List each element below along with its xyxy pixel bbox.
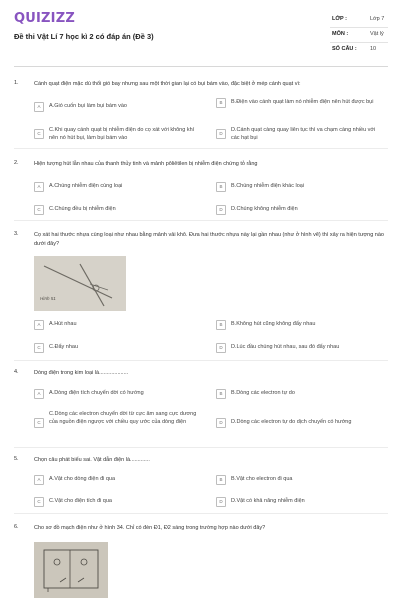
option-text: D.Lúc đầu chúng hút nhau, sau đó đẩy nhau	[231, 344, 340, 350]
option-text: B.Điện vào cánh quạt làm nó nhiễm điện nên hút được bụi	[231, 99, 374, 105]
option-letter: D	[216, 205, 226, 215]
option-text: A.Chúng nhiễm điện cùng loại	[49, 183, 123, 189]
option-letter: B	[216, 475, 226, 485]
question-number: 4.	[14, 369, 19, 375]
option-letter: D	[216, 497, 226, 507]
option-letter: A	[34, 182, 44, 192]
question-divider	[14, 513, 388, 514]
option-text: D.Cánh quạt càng quay liên tục thì va chạm càng nhiều với các hạt bụi	[231, 127, 376, 141]
option-letter: A	[34, 389, 44, 399]
question-divider	[14, 148, 388, 149]
question-text: Cho sơ đồ mạch điện như ở hình 34. Chỉ có đèn Đ1, Đ2 sáng trong trường hợp nào dưới đây?	[34, 525, 266, 531]
rulers-figure-image	[34, 256, 126, 311]
rulers-figure-icon	[34, 256, 126, 311]
meta-value: Lớp 7	[370, 16, 385, 22]
circuit-diagram-icon	[34, 542, 108, 598]
question-number: 1.	[14, 80, 19, 86]
meta-key: LỚP :	[332, 16, 347, 22]
worksheet-header	[0, 0, 400, 64]
question-number: 2.	[14, 160, 19, 166]
question-number: 3.	[14, 231, 19, 237]
question-text: Cọ xát hai thước nhựa cùng loại như nhau bằng mảnh vải khô. Đưa hai thước nhựa này lại gần nhau (như ở hình vẽ) thì xảy ra hiện tượng nào dưới đây?	[34, 232, 384, 247]
option-letter: C	[34, 129, 44, 139]
option-text: B.Chúng nhiễm điện khác loại	[231, 183, 305, 189]
question-text: Hiện tượng hút lẫn nhau của thanh thủy tinh và mảnh pôliêtilen bị nhiễm điện chứng tỏ rằng	[34, 161, 258, 167]
question-number: 5.	[14, 456, 19, 462]
option-letter: B	[216, 389, 226, 399]
question-text: Dòng điện trong kim loại là...................	[34, 370, 129, 376]
option-text: C.Khi quay cánh quạt bị nhiễm điện do cọ xát với không khí nên nó hút bụi, làm bụi bám vào	[49, 127, 195, 141]
option-text: A.Gió cuốn bụi làm bụi bám vào	[49, 103, 127, 109]
option-letter: B	[216, 320, 226, 330]
worksheet-title: Đề thi Vật Lí 7 học kì 2 có đáp án (Đề 3)	[14, 32, 154, 41]
question-text: Cánh quạt điện mặc dù thổi gió bay nhưng sau một thời gian lại có bụi bám vào, đặc biệt ở mép cánh quạt vì:	[34, 81, 301, 87]
option-letter: C	[34, 418, 44, 428]
option-text: C.Vật cho điện tích đi qua	[49, 498, 112, 504]
option-letter: A	[34, 102, 44, 112]
meta-value: 10	[370, 46, 377, 52]
figure-caption: Hình 51	[40, 296, 56, 301]
option-text: A.Hút nhau	[49, 321, 77, 327]
option-text: B.Vật cho electron đi qua	[231, 476, 293, 482]
option-letter: A	[34, 320, 44, 330]
option-text: C.Chúng đều bị nhiễm điện	[49, 206, 116, 212]
meta-row-subject	[330, 28, 388, 43]
meta-row-grade	[330, 13, 388, 28]
option-letter: D	[216, 129, 226, 139]
option-text: D.Chúng không nhiễm điện	[231, 206, 298, 212]
option-text: B.Dòng các electron tự do	[231, 390, 295, 396]
question-divider	[14, 447, 388, 448]
option-text: A.Vật cho dòng điện đi qua	[49, 476, 116, 482]
question-divider	[14, 220, 388, 221]
circuit-diagram-image	[34, 542, 108, 598]
meta-key: MÔN :	[332, 31, 349, 37]
quizizz-logo: QUIZIZZ	[14, 11, 75, 26]
question-divider	[14, 360, 388, 361]
question-number: 6.	[14, 524, 19, 530]
option-text: B.Không hút cũng không đẩy nhau	[231, 321, 316, 327]
option-text: A.Dòng điện tích chuyển dời có hướng	[49, 390, 144, 396]
option-text: C.Dòng các electron chuyển dời từ cực âm sang cực dương của nguồn điện ngược với chiều quy ước của dòng điện	[49, 411, 197, 425]
meta-row-count	[330, 43, 388, 57]
question-text: Chọn câu phát biểu sai. Vật dẫn điện là.............	[34, 457, 150, 463]
option-letter: D	[216, 418, 226, 428]
header-divider	[14, 66, 388, 67]
worksheet-meta-table	[330, 13, 388, 57]
option-text: D.Vật có khả năng nhiễm điện	[231, 498, 305, 504]
option-letter: C	[34, 205, 44, 215]
option-letter: B	[216, 98, 226, 108]
option-letter: D	[216, 343, 226, 353]
option-text: D.Dòng các electron tự do dịch chuyển có hướng	[231, 419, 352, 425]
meta-value: Vật lý	[370, 31, 384, 37]
meta-key: SỐ CÂU :	[332, 46, 357, 52]
option-letter: C	[34, 343, 44, 353]
option-text: C.Đẩy nhau	[49, 344, 79, 350]
option-letter: B	[216, 182, 226, 192]
option-letter: A	[34, 475, 44, 485]
option-letter: C	[34, 497, 44, 507]
